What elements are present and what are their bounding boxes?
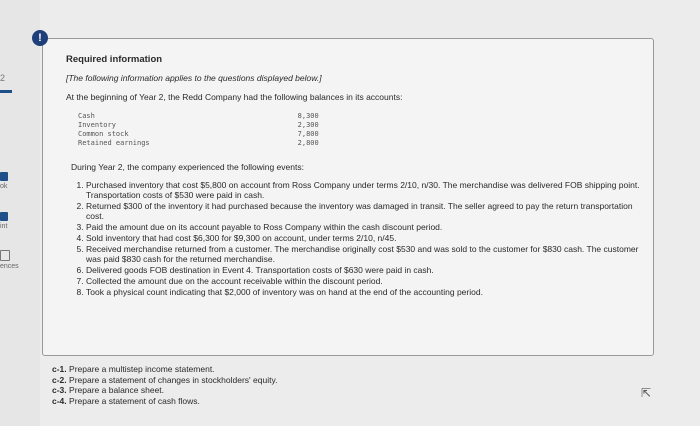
requirement-text: Prepare a multistep income statement. — [69, 364, 215, 374]
table-row — [78, 130, 319, 139]
table-row — [78, 112, 319, 121]
list-item: 5. Received merchandise returned from a customer. The merchandise originally cost $530 and was sold to the customer for $830 cash. The customer was paid $830 cash for the returned merchandise. — [86, 244, 646, 264]
alert-icon: ! — [32, 30, 48, 46]
panel-title: Required information — [66, 54, 163, 65]
sidebar-item-label: ok — [0, 183, 8, 190]
sidebar-item-ebook[interactable] — [0, 172, 30, 190]
content — [66, 54, 646, 298]
requirement-text: Prepare a statement of cash flows. — [69, 395, 200, 406]
events-list — [66, 180, 646, 297]
requirement-text: Prepare a statement of changes in stockholders' equity. — [69, 374, 278, 385]
list-item: 7. Collected the amount due on the account receivable within the discount period. — [86, 276, 646, 286]
sidebar — [0, 0, 40, 426]
requirement-label: c-4. — [52, 395, 67, 406]
question-number[interactable]: 2 — [0, 73, 6, 83]
account-amount: 8,300 — [297, 112, 319, 120]
book-icon — [0, 172, 8, 181]
balances-table — [78, 112, 319, 148]
requirement-text: Prepare a balance sheet. — [69, 385, 165, 395]
requirement-item — [52, 385, 277, 396]
requirement-item — [52, 375, 277, 386]
list-item: 8. Took a physical count indicating that $2,000 of inventory was on hand at the end of the accounting period. — [86, 287, 646, 297]
requirement-item — [52, 364, 277, 375]
requirement-label: c-3. — [52, 385, 67, 395]
sidebar-item-label: int — [0, 223, 8, 230]
table-row — [78, 139, 319, 148]
requirement-label: c-2. — [52, 374, 67, 385]
list-item: 4. Sold inventory that had cost $6,300 for $9,300 on account, under terms 2/10, n/45. — [86, 233, 646, 243]
requirements-list — [52, 364, 277, 406]
account-name: Common stock — [78, 130, 129, 138]
events-intro: During Year 2, the company experienced the following events: — [71, 162, 304, 172]
list-item: 6. Delivered goods FOB destination in Event 4. Transportation costs of $630 were paid in cash. — [86, 265, 646, 275]
list-item: 1. Purchased inventory that cost $5,800 on account from Ross Company under terms 2/10, n/30. The merchandise was delivered FOB shipping point. Transportation costs of $530 were paid in cash. — [86, 180, 646, 200]
account-name: Retained earnings — [78, 139, 150, 147]
intro-text: At the beginning of Year 2, the Redd Company had the following balances in its accounts: — [66, 92, 403, 102]
references-icon — [0, 250, 10, 261]
account-name: Cash — [78, 112, 95, 120]
account-amount: 2,800 — [297, 139, 319, 147]
requirement-item — [52, 396, 277, 407]
print-icon — [0, 212, 8, 221]
info-note: [The following information applies to the questions displayed below.] — [66, 73, 322, 83]
requirement-label: c-1. — [52, 364, 67, 374]
list-item: 3. Paid the amount due on its account payable to Ross Company within the cash discount period. — [86, 222, 646, 232]
account-name: Inventory — [78, 121, 116, 129]
mouse-cursor-icon: ⇱ — [641, 386, 652, 400]
sidebar-item-print[interactable] — [0, 212, 30, 230]
list-item: 2. Returned $300 of the inventory it had purchased because the inventory was damaged in transit. The seller agreed to pay the return transportation cost. — [86, 201, 646, 221]
sidebar-item-references[interactable] — [0, 250, 30, 270]
active-indicator — [0, 90, 12, 93]
table-row — [78, 121, 319, 130]
account-amount: 2,300 — [297, 121, 319, 129]
account-amount: 7,800 — [297, 130, 319, 138]
sidebar-item-label: ences — [0, 263, 19, 270]
